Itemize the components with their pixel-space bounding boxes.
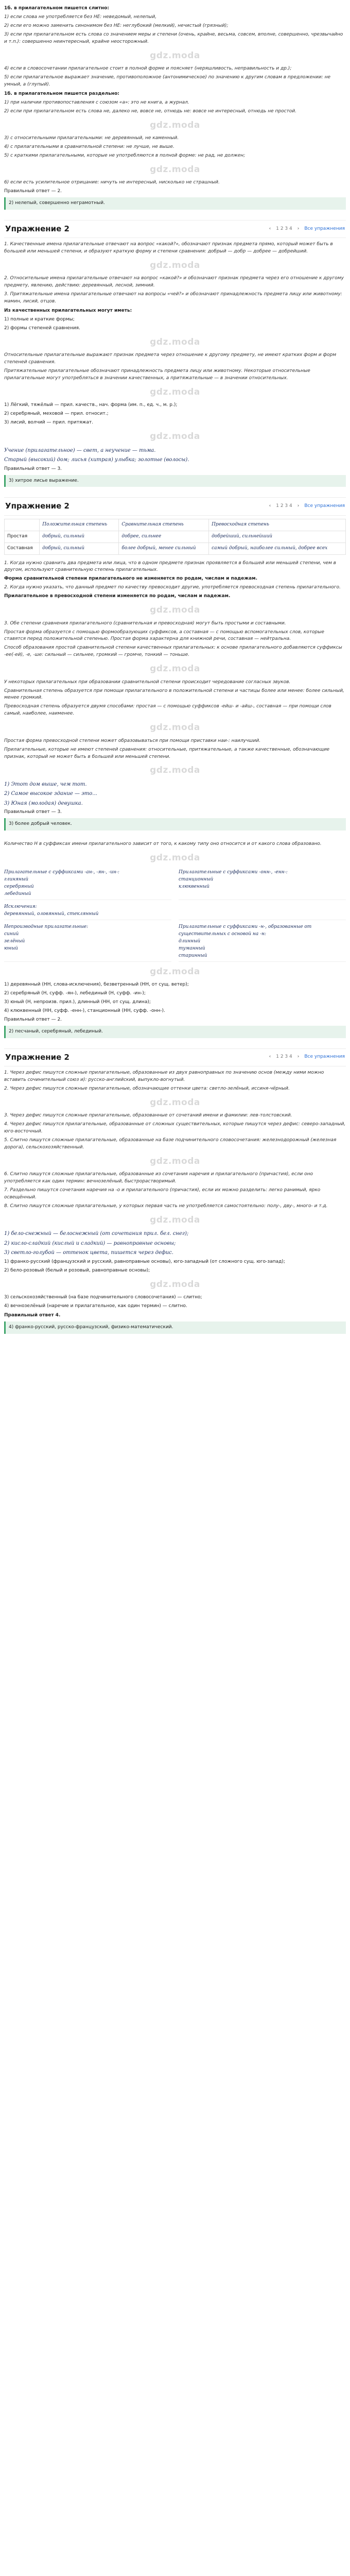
correct-answer-label: Правильный ответ — 2. <box>4 1016 62 1022</box>
numbered-line: 1) деревянный (НН, слова-исключения), безветренный (НН, от сущ. ветер); <box>4 982 189 988</box>
numbered-line: 2) серебряный (Н, суфф. -ян-), лебединый (Н, суфф. -ин-); <box>4 991 146 996</box>
rule-line: 1. Когда нужно сравнить два предмета или лица, что в одном предмете признак проявляется в большей или меньшей степени, чем в другом, используют сравнительную степень прилагательных. <box>4 560 336 573</box>
prev-page-button[interactable]: ‹ <box>269 226 271 231</box>
rule-line: Прилагательное в превосходной степени изменяется по родам, числам и падежам. <box>4 594 231 599</box>
column-title: Исключения: <box>4 904 37 910</box>
answer-box <box>4 1321 346 1334</box>
rule-line: Простая форма образуется с помощью формообразующих суффиксов, а составная — с помощью вспомогательных слов, которые ставятся перед положительной степенью. Простая форма характерна для книжной речи, составная — нейтральна. <box>4 629 324 642</box>
rule-line: 4. Через дефис пишутся прилагательные, образованные от сложных существительных, которые пишутся через дефис: северо-западный, юго-восточный. <box>4 1122 346 1134</box>
correct-answer-label: Правильный ответ — 3. <box>4 809 62 815</box>
suffix-table <box>4 868 346 961</box>
column-item: длинный <box>179 938 201 944</box>
rule-line: 3. Через дефис пишутся сложные прилагательные, образованные от сочетаний имени и фамилии: лев-толстовский. <box>4 1113 292 1118</box>
column-title: Прилагательные с суффиксами -ан-, -ян-, -ин-: <box>4 870 119 875</box>
answer-text: 3) хитрое лисье выражение. <box>9 478 79 483</box>
rule-line: 1. Качественные имена прилагательные отвечают на вопрос «какой?», обозначают признак предмета прямо, который может быть в большей или меньшей степени, и образуют краткую форму и степени сравнения: добрый — добр — добрее — добрейший. <box>4 242 333 255</box>
rule-line: 6) если есть усилительное отрицание: ничуть не интересный, нисколько не страшный. <box>4 180 220 185</box>
rule-line: 5) если прилагательное выражает значение, противоположное (антонимическое) по значению к другим словам в предложении: не умный, а (глупый). <box>4 74 331 87</box>
empty-cell <box>179 902 346 920</box>
rule-line: 3) если при прилагательном есть слова со значением меры и степени (очень, крайне, весьма, совсем, вполне, совершенно, чрезвычайно и т.п.): совершенно неинтересный, крайне неосторожный. <box>4 31 343 44</box>
paradigm-line: 3) лисий, волчий — прил. притяжат. <box>4 420 94 426</box>
exercise-title: Упражнение 2 <box>5 501 69 511</box>
table-header-row <box>5 519 346 531</box>
table-cell: добрейший, сильнейший <box>209 531 346 543</box>
rule-line: Относительные прилагательные выражают признак предмета через отношение к другому предмету, не имеют кратких форм и форм степеней сравнения. <box>4 352 337 365</box>
exercise-title: Упражнение 2 <box>5 1052 69 1062</box>
column-item: зелёный <box>4 938 25 944</box>
table-header-cell: Превосходная степень <box>209 519 346 531</box>
example-line: 1) Этот дом выше, чем тот. <box>4 781 87 787</box>
rule-line: Простая форма превосходной степени может образовываться при помощи приставки наи-: наилучший. <box>4 738 261 743</box>
watermark: gdz.moda <box>150 1097 200 1108</box>
answer-text: 2) нелепый, совершенно неграмотный. <box>9 200 105 206</box>
watermark: gdz.moda <box>150 431 200 442</box>
rule-heading-together: 1б. в прилагательном пишется слитно: <box>4 6 109 11</box>
table-cell: Составная <box>5 543 40 554</box>
table-cell: добрый, сильный <box>40 543 119 554</box>
answer-text: 4) франко-русский, русско-французский, физико-математический. <box>9 1324 173 1330</box>
rule-heading-separate: 1б. в прилагательном пишется раздельно: <box>4 91 119 96</box>
all-exercises-link[interactable]: Все упражнения <box>304 503 345 509</box>
example-line: Учение (прилагательное) — свет, а неучение — тьма. <box>4 447 156 453</box>
exercise-header <box>4 1048 346 1066</box>
answer-section-3 <box>4 560 346 831</box>
rule-line: 4) с прилагательными в сравнительной степени: не лучше, не выше. <box>4 144 174 149</box>
all-exercises-link[interactable]: Все упражнения <box>304 226 345 231</box>
example-line: 2) Самое высокое здание — это... <box>4 791 97 797</box>
rule-line: 3) с относительными прилагательными: не деревянный, не каменный. <box>4 135 179 141</box>
column-title: Прилагательные с суффиксами -онн-, -енн-: <box>179 870 288 875</box>
column-item: юный <box>4 945 18 951</box>
rule-line: 1. Через дефис пишутся сложные прилагательные, образованные из двух равноправных по значению основ (между ними можно вставить сочинительный союз и): русско-английский, выпукло-вогнутый. <box>4 1070 324 1082</box>
suffix-column-left <box>4 868 171 900</box>
watermark: gdz.moda <box>150 765 200 776</box>
rule-line: 2. Относительные имена прилагательные отвечают на вопрос «какой?» и обозначают признак предмета через его отношение к другому предмету, явлению, действию: деревянный, лесной, зимний. <box>4 276 344 289</box>
rule-line: Форма сравнительной степени прилагательного не изменяется по родам, числам и падежам. <box>4 576 258 582</box>
rule-line: 2. Когда нужно указать, что данный предмет по качеству превосходит другие, употребляется превосходная степень прилагательного. <box>4 585 341 590</box>
watermark: gdz.moda <box>150 722 200 733</box>
example-line: 3) светло-голубой — оттенок цвета, пишется через дефис. <box>4 1250 173 1256</box>
answer-section-4 <box>4 841 346 1038</box>
prev-page-button[interactable]: ‹ <box>269 1054 271 1060</box>
rule-line: Притяжательные прилагательные обозначают принадлежность предмета лицу или животному. Некоторые относительные прилагательные могут употребляться в значении качественных, а притяжательные — в значении относительных. <box>4 368 310 381</box>
page-numbers[interactable]: 1 2 3 4 <box>276 503 292 509</box>
exercise-title: Упражнение 2 <box>5 224 69 233</box>
quality-item: 1) полные и краткие формы; <box>4 317 75 323</box>
column-title: Непроизводные прилагательные: <box>4 924 89 930</box>
column-item: станционный <box>179 877 214 883</box>
watermark: gdz.moda <box>150 50 200 61</box>
rule-line: 3. Притяжательные имена прилагательные отвечают на вопросы «чей?» и обозначают принадлежность предмета лицу или животному: мамин, лисий, отцов. <box>4 292 342 304</box>
rule-line: 3. Обе степени сравнения прилагательного (сравнительная и превосходная) могут быть простыми и составными. <box>4 620 286 626</box>
example-line: Старый (высокий) дом; лисья (хитрая) улыбка; золотые (волосы). <box>4 457 189 463</box>
watermark: gdz.moda <box>150 966 200 977</box>
rule-line: Количество Н в суффиксах имени прилагательного зависит от того, к какому типу оно относится и от какого слова образовано. <box>4 841 322 847</box>
watermark: gdz.moda <box>150 260 200 271</box>
numbered-line: 3) юный (Н, непроизв. прил.), длинный (НН, от сущ. длина); <box>4 999 151 1005</box>
rule-line: 5. Слитно пишутся сложные прилагательные, образованные на базе подчинительного словосочетания: железнодорожный (железная дорога), сельскохозяйственный. <box>4 1137 337 1150</box>
watermark: gdz.moda <box>150 337 200 347</box>
exercise-nav <box>269 1054 345 1061</box>
rule-line: Прилагательные, которые не имеют степеней сравнения: относительные, притяжательные, а также качественные, обозначающие признак, который не может быть в большей или меньшей степени. <box>4 747 330 759</box>
table-header-cell: Положительная степень <box>40 519 119 531</box>
quality-item: 2) формы степеней сравнения. <box>4 326 80 331</box>
watermark: gdz.moda <box>150 164 200 175</box>
column-item: серебряный <box>4 884 34 890</box>
answer-text: 2) песчаный, серебряный, лебединый. <box>9 1028 103 1034</box>
numbered-line: 4) вечнозелёный (наречие и прилагательное, как один термин) — слитно. <box>4 1303 187 1309</box>
numbered-line: 3) сельскохозяйственный (на базе подчинительного словосочетания) — слитно; <box>4 1294 202 1300</box>
column-item: глиняный <box>4 877 29 883</box>
exceptions-cell <box>4 902 171 920</box>
column-item: синий <box>4 931 19 937</box>
rule-line: Превосходная степень образуется двумя способами: простая — с помощью суффиксов -ейш- и -айш-, составная — при помощи слов самый, наиболее, наименее. <box>4 704 331 717</box>
table-cell: добрее, сильнее <box>119 531 209 543</box>
table-row <box>5 531 346 543</box>
numbered-line: 1) франко-русский (французский и русский, равноправные основы), юго-западный (от сложного сущ. юго-запад); <box>4 1259 285 1264</box>
watermark: gdz.moda <box>150 664 200 674</box>
table-cell: Простая <box>5 531 40 543</box>
suffix-column-right <box>179 922 346 962</box>
numbered-line: 4) клюквенный (НН, суфф. -енн-), станционный (НН, суфф. -онн-). <box>4 1008 165 1013</box>
table-header-cell <box>5 519 40 531</box>
suffix-column-right <box>179 868 346 900</box>
watermark: gdz.moda <box>150 1279 200 1290</box>
rule-line: 2) если при прилагательном есть слова не, далеко не, вовсе не, отнюдь не: вовсе не интересный, отнюдь не простой. <box>4 108 297 114</box>
next-page-button[interactable]: › <box>297 1054 300 1060</box>
answer-text: 3) более добрый человек. <box>9 821 72 827</box>
table-header-cell: Сравнительная степень <box>119 519 209 531</box>
page-numbers[interactable]: 1 2 3 4 <box>276 1054 292 1060</box>
correct-answer-label: Правильный ответ — 3. <box>4 466 62 471</box>
correct-answer-label: Правильный ответ — 2. <box>4 189 62 194</box>
example-line: 3) Юная (молодая) девушка. <box>4 800 83 806</box>
example-line: 1) бело-снежный — белоснежный (от сочетания прил. бел. снег); <box>4 1231 189 1237</box>
next-page-button[interactable]: › <box>297 226 300 231</box>
answer-section-2 <box>4 241 346 487</box>
prev-page-button[interactable]: ‹ <box>269 503 271 509</box>
suffix-column-left <box>4 922 171 962</box>
paradigm-line: 1) Лёгкий, тяжёлый — прил. качеств., нач. форма (им. п., ед. ч., м. р.); <box>4 402 178 408</box>
numbered-line: 2) бело-розовый (белый и розовый, равноправные основы); <box>4 1267 150 1273</box>
rule-line: 1) при наличии противопоставления с союзом «а»: это не книга, а журнал. <box>4 99 189 105</box>
rule-line: 2) если его можно заменить синонимом без НЕ: неглубокий (мелкий), нечистый (грязный); <box>4 23 229 28</box>
quality-heading: Из качественных прилагательных могут иметь: <box>4 308 132 314</box>
column-item: клюквенный <box>179 884 209 890</box>
answer-section-1 <box>4 5 346 210</box>
column-item: туманный <box>179 945 205 951</box>
exercise-nav <box>269 226 345 233</box>
paradigm-line: 2) серебряный, меховой — прил. относит.; <box>4 411 109 417</box>
watermark: gdz.moda <box>150 1156 200 1166</box>
correct-answer-label: Правильный ответ 4. <box>4 1312 61 1318</box>
rule-line: 2. Через дефис пишутся сложные прилагательные, обозначающие оттенки цвета: светло-зелёный, иссиня-чёрный. <box>4 1086 290 1091</box>
rule-line: Сравнительная степень образуется при помощи прилагательного в положительной степени и частицы более или менее: более сильный, менее громкий. <box>4 688 344 701</box>
rule-line: 8. Слитно пишутся сложные прилагательные, у которых первая часть не употребляется самостоятельно: полу-, дву-, много- и т.д. <box>4 1203 328 1209</box>
answer-box <box>4 818 346 831</box>
exercise-nav <box>269 503 345 510</box>
rule-line: 1) если слова не употребляется без НЕ: неведомый, нелепый, <box>4 14 157 20</box>
column-item: деревянный, оловянный, стеклянный <box>4 911 99 917</box>
rule-line: У некоторых прилагательных при образовании сравнительной степени происходит чередование согласных звуков. <box>4 679 291 685</box>
example-line: 2) кисло-сладкий (кислый и сладкий) — равноправные основы; <box>4 1240 176 1246</box>
watermark: gdz.moda <box>150 120 200 130</box>
column-title: Прилагательные с суффиксами -н-, образованные от существительных с основой на -н: <box>179 924 312 937</box>
watermark: gdz.moda <box>150 605 200 616</box>
answer-box <box>4 1026 346 1038</box>
answer-box <box>4 197 346 210</box>
table-row <box>5 543 346 554</box>
answer-box <box>4 475 346 487</box>
degree-table <box>4 519 346 555</box>
rule-line: 5) с краткими прилагательными, которые не употребляются в полной форме: не рад, не должен; <box>4 152 246 158</box>
page-numbers[interactable]: 1 2 3 4 <box>276 226 292 231</box>
column-item: старинный <box>179 953 207 958</box>
table-cell: самый добрый, наиболее сильный, добрее всех <box>209 543 346 554</box>
rule-line: 4) если в словосочетании прилагательное стоит в полной форме и поясняет (неряшливость, неправильность и др.); <box>4 66 292 72</box>
column-item: лебединый <box>4 891 31 897</box>
exercise-header <box>4 220 346 238</box>
rule-line: 7. Раздельно пишутся сочетания наречия на -о и прилагательного (причастия), если их можно разделить: легко ранимый, ярко освещённый. <box>4 1188 321 1200</box>
answer-section-5 <box>4 1070 346 1334</box>
rule-line: Способ образования простой сравнительной степени качественных прилагательных: к основе прилагательного добавляются суффиксы -ее(-ей), -е, -ше: сильный — сильнее, громкий — громче, тонкий — тоньше. <box>4 645 342 658</box>
table-cell: добрый, сильный <box>40 531 119 543</box>
watermark: gdz.moda <box>150 853 200 863</box>
next-page-button[interactable]: › <box>297 503 300 509</box>
watermark: gdz.moda <box>150 1214 200 1225</box>
exercise-header <box>4 497 346 515</box>
all-exercises-link[interactable]: Все упражнения <box>304 1054 345 1060</box>
rule-line: 6. Слитно пишутся сложные прилагательные, образованные из сочетания наречия и прилагательного (причастия), если оно употребляется как один термин: вечнозелёный, быстрорастворимый. <box>4 1172 313 1184</box>
table-cell: более добрый, менее сильный <box>119 543 209 554</box>
watermark: gdz.moda <box>150 387 200 398</box>
